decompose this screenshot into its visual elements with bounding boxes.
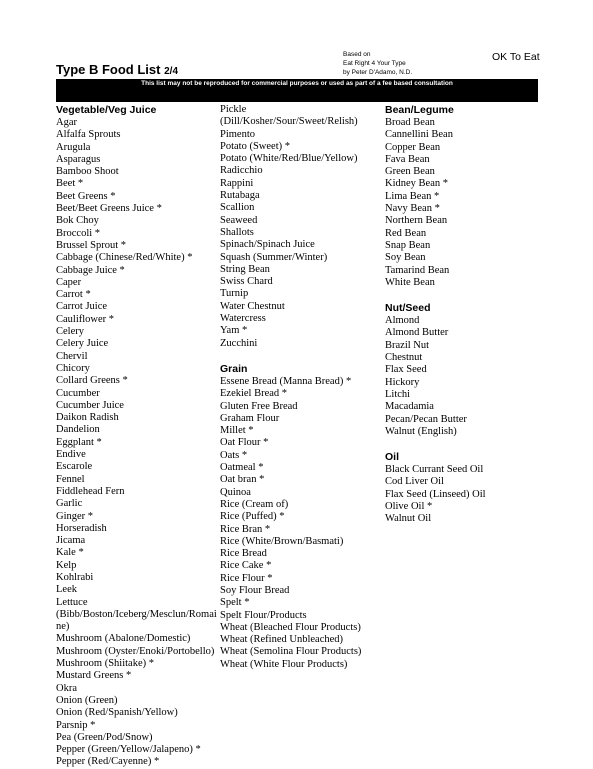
food-item: Mushroom (Abalone/Domestic) bbox=[56, 633, 191, 645]
column-3 bbox=[385, 104, 535, 526]
food-item: Brazil Nut bbox=[385, 339, 430, 351]
food-item: Carrot * bbox=[56, 289, 91, 301]
food-item: Cucumber bbox=[56, 387, 100, 399]
food-item: Cabbage Juice * bbox=[56, 264, 125, 276]
food-item: Kale * bbox=[56, 547, 84, 559]
food-item: Cannellini Bean bbox=[385, 129, 453, 141]
food-item: Wheat (Refined Unbleached) bbox=[220, 634, 344, 646]
food-item: Beet Greens * bbox=[56, 190, 116, 202]
food-item: Black Currant Seed Oil bbox=[385, 464, 484, 476]
food-item: Celery bbox=[56, 326, 84, 338]
food-item: Escarole bbox=[56, 461, 93, 473]
section-heading: Oil bbox=[385, 451, 400, 464]
food-item: Pecan/Pecan Butter bbox=[385, 413, 467, 425]
food-item: Beet/Beet Greens Juice * bbox=[56, 203, 162, 215]
food-item: Broccoli * bbox=[56, 227, 101, 239]
food-item: Collard Greens * bbox=[56, 375, 128, 387]
title-text: Type B Food List bbox=[56, 62, 161, 77]
food-item: Pimento bbox=[220, 128, 256, 140]
food-item: Soy Bean bbox=[385, 252, 426, 264]
food-item: Cabbage (Chinese/Red/White) * bbox=[56, 252, 193, 264]
food-list bbox=[385, 464, 535, 525]
food-item: Macadamia bbox=[385, 401, 434, 413]
food-item: Endive bbox=[56, 449, 86, 461]
food-item: Potato (White/Red/Blue/Yellow) bbox=[220, 153, 358, 165]
food-section bbox=[220, 363, 384, 671]
food-item: Watercress bbox=[220, 313, 266, 325]
food-item: Caper bbox=[56, 276, 82, 288]
food-item: Kidney Bean * bbox=[385, 178, 448, 190]
food-item: Pepper (Red/Cayenne) * bbox=[56, 756, 160, 768]
food-item: Okra bbox=[56, 682, 77, 694]
food-list bbox=[56, 117, 220, 769]
food-item: Chervil bbox=[56, 350, 88, 362]
food-item: Litchi bbox=[385, 388, 411, 400]
food-list bbox=[220, 376, 384, 671]
food-item: Mustard Greens * bbox=[56, 670, 132, 682]
food-item: Flax Seed (Linseed) Oil bbox=[385, 488, 486, 500]
food-item: Wheat (White Flour Products) bbox=[220, 658, 348, 670]
food-item: Zucchini bbox=[220, 337, 258, 349]
food-item: Copper Bean bbox=[385, 141, 441, 153]
column-2 bbox=[220, 104, 384, 671]
food-section bbox=[385, 451, 535, 525]
food-item: Garlic bbox=[56, 498, 83, 510]
copyright-text: This list may not be reproduced for commercial purposes or used as part of a fee based consultation bbox=[141, 80, 453, 87]
food-item: Flax Seed bbox=[385, 364, 427, 376]
food-item: Horseradish bbox=[56, 522, 107, 534]
food-item: Northern Bean bbox=[385, 215, 448, 227]
section-heading: Bean/Legume bbox=[385, 104, 454, 116]
food-item: Bok Choy bbox=[56, 215, 99, 227]
food-item: Green Bean bbox=[385, 166, 435, 178]
food-item: Oats * bbox=[220, 449, 248, 461]
food-section bbox=[56, 104, 220, 769]
food-list bbox=[385, 117, 535, 289]
food-item: Rice (Puffed) * bbox=[220, 511, 285, 523]
food-item: Pickle bbox=[220, 104, 247, 115]
food-item: Fennel bbox=[56, 473, 85, 485]
food-item: Snap Bean bbox=[385, 239, 431, 251]
food-item: Gluten Free Bread bbox=[220, 400, 298, 412]
food-list bbox=[220, 104, 384, 350]
page-title bbox=[56, 62, 178, 77]
copyright-banner bbox=[56, 79, 538, 102]
food-item: Mushroom (Shiitake) * bbox=[56, 658, 154, 670]
food-item: Navy Bean * bbox=[385, 203, 440, 215]
food-item: Eggplant * bbox=[56, 436, 102, 448]
food-item: Squash (Summer/Winter) bbox=[220, 251, 328, 263]
food-item: Swiss Chard bbox=[220, 276, 273, 288]
food-item: Yam * bbox=[220, 325, 248, 337]
food-item: Walnut Oil bbox=[385, 513, 432, 525]
food-item: Lima Bean * bbox=[385, 190, 440, 202]
ok-to-eat-label: OK To Eat bbox=[492, 51, 540, 63]
food-item: Carrot Juice bbox=[56, 301, 108, 313]
food-item: Rice Bran * bbox=[220, 523, 271, 535]
food-item: Kohlrabi bbox=[56, 571, 94, 583]
source-credit-line: Eat Right 4 Your Type bbox=[343, 60, 406, 67]
food-item: Celery Juice bbox=[56, 338, 109, 350]
food-item: Almond Butter bbox=[385, 327, 449, 339]
food-item: Daikon Radish bbox=[56, 412, 119, 424]
food-item: Kelp bbox=[56, 559, 77, 571]
food-item: Cucumber Juice bbox=[56, 399, 124, 411]
food-item: Chicory bbox=[56, 362, 90, 374]
food-section bbox=[220, 104, 384, 350]
food-item: Rice (White/Brown/Basmati) bbox=[220, 535, 344, 547]
food-item: Mushroom (Oyster/Enoki/Portobello) bbox=[56, 645, 215, 657]
food-item: Spinach/Spinach Juice bbox=[220, 239, 315, 251]
food-item: Hickory bbox=[385, 376, 420, 388]
food-item: Parsnip * bbox=[56, 719, 96, 731]
food-item: Broad Bean bbox=[385, 117, 435, 128]
food-item: Asparagus bbox=[56, 153, 101, 165]
food-item: Rappini bbox=[220, 177, 254, 189]
food-item: Cod Liver Oil bbox=[385, 476, 444, 488]
food-item: Rutabaga bbox=[220, 190, 260, 202]
food-item: Graham Flour bbox=[220, 412, 280, 424]
food-item: Spelt Flour/Products bbox=[220, 609, 307, 621]
food-item: Fiddlehead Fern bbox=[56, 485, 125, 497]
food-item: String Bean bbox=[220, 263, 270, 275]
food-item: Lettuce bbox=[56, 596, 88, 608]
food-item: Onion (Green) bbox=[56, 694, 118, 706]
section-heading: Grain bbox=[220, 362, 248, 375]
food-item: Ginger * bbox=[56, 510, 94, 522]
food-section bbox=[385, 104, 535, 289]
page-number: 2/4 bbox=[164, 66, 179, 77]
source-credit-line: Based on bbox=[343, 51, 371, 58]
food-list bbox=[385, 315, 535, 438]
food-item: Olive Oil * bbox=[385, 501, 433, 513]
source-credit bbox=[343, 50, 412, 77]
food-item: Shallots bbox=[220, 226, 254, 238]
food-item: Spelt * bbox=[220, 597, 250, 609]
food-item: Pea (Green/Pod/Snow) bbox=[56, 731, 153, 743]
food-item: Tamarind Bean bbox=[385, 264, 450, 276]
food-item: Arugula bbox=[56, 141, 91, 153]
food-item: White Bean bbox=[385, 276, 435, 288]
food-item: Fava Bean bbox=[385, 153, 430, 165]
food-item: Walnut (English) bbox=[385, 425, 457, 437]
food-item: Onion (Red/Spanish/Yellow) bbox=[56, 707, 178, 719]
food-item: Potato (Sweet) * bbox=[220, 140, 290, 152]
food-item: Bamboo Shoot bbox=[56, 166, 119, 178]
food-item: Quinoa bbox=[220, 486, 251, 498]
food-item: Almond bbox=[385, 315, 420, 327]
section-heading: Vegetable/Veg Juice bbox=[56, 104, 157, 116]
food-item: Rice (Cream of) bbox=[220, 498, 289, 510]
food-section bbox=[385, 302, 535, 438]
food-item: Rice Bread bbox=[220, 548, 267, 560]
food-item: Essene Bread (Manna Bread) * bbox=[220, 375, 352, 387]
food-item: Cauliflower * bbox=[56, 313, 115, 325]
food-item: (Bibb/Boston/Iceberg/Mesclun/Romaine) bbox=[56, 608, 217, 633]
food-item: Dandelion bbox=[56, 424, 100, 436]
food-item: Leek bbox=[56, 584, 77, 596]
food-item: Rice Flour * bbox=[220, 572, 273, 584]
food-item: Oat bran * bbox=[220, 474, 265, 486]
food-item: Oat Flour * bbox=[220, 437, 269, 449]
section-heading: Nut/Seed bbox=[385, 302, 431, 315]
food-item: Chestnut bbox=[385, 352, 423, 364]
food-item: Wheat (Bleached Flour Products) bbox=[220, 621, 361, 633]
food-item: Ezekiel Bread * bbox=[220, 388, 288, 400]
food-item: Brussel Sprout * bbox=[56, 239, 127, 251]
food-item: Water Chestnut bbox=[220, 300, 285, 312]
food-item: Red Bean bbox=[385, 227, 427, 239]
food-item: Radicchio bbox=[220, 165, 263, 177]
food-item: Alfalfa Sprouts bbox=[56, 129, 121, 141]
food-item: Oatmeal * bbox=[220, 462, 264, 474]
column-1 bbox=[56, 104, 220, 769]
food-item: Scallion bbox=[220, 202, 255, 214]
food-item: Pepper (Green/Yellow/Jalapeno) * bbox=[56, 744, 201, 756]
food-item: Turnip bbox=[220, 288, 249, 300]
food-item: (Dill/Kosher/Sour/Sweet/Relish) bbox=[220, 116, 358, 128]
food-item: Seaweed bbox=[220, 214, 258, 226]
source-credit-line: by Peter D'Adamo, N.D. bbox=[343, 69, 413, 76]
food-item: Millet * bbox=[220, 425, 254, 437]
food-item: Beet * bbox=[56, 178, 84, 190]
food-item: Wheat (Semolina Flour Products) bbox=[220, 646, 362, 658]
food-item: Soy Flour Bread bbox=[220, 584, 290, 596]
food-item: Jicama bbox=[56, 535, 86, 547]
food-item: Agar bbox=[56, 117, 77, 128]
food-item: Rice Cake * bbox=[220, 560, 272, 572]
